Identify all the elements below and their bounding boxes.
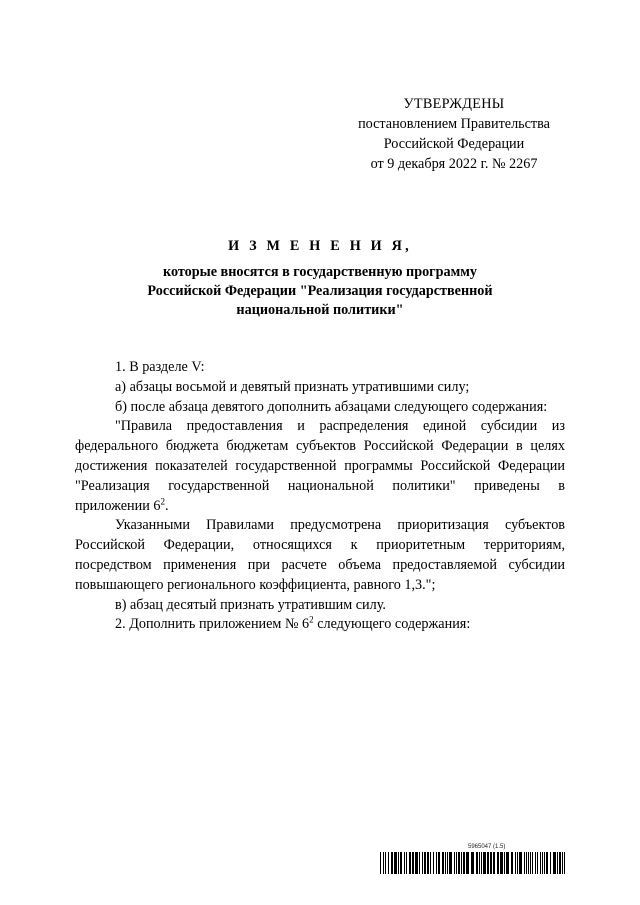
barcode-bar	[530, 852, 531, 874]
barcode-bar	[504, 852, 505, 874]
barcode-bar	[471, 852, 474, 874]
paragraph-2: а) абзацы восьмой и девятый признать утратившими силу;	[115, 378, 470, 395]
barcode-bar	[419, 852, 420, 874]
barcode-bar	[466, 852, 469, 874]
barcode-bar	[532, 852, 533, 874]
barcode-bar	[544, 852, 545, 874]
approval-heading: УТВЕРЖДЕНЫ	[403, 96, 505, 112]
paragraph-7-superscript: 2	[309, 614, 314, 625]
barcode-bar	[542, 852, 543, 874]
barcode-bar	[557, 852, 558, 874]
paragraph-4-text: "Правила предоставления и распределения единой субсидии из федерального бюджета бюджетам субъектов Российской Федерации в целях достижения показателей государственной программы Российской Федерации "Реализация государственной национальной политики" приведены в приложении 6	[75, 418, 565, 514]
document-subtitle	[110, 263, 530, 320]
barcode-bar	[380, 852, 381, 874]
barcode-bar	[517, 852, 518, 874]
approval-line-3: от 9 декабря 2022 г. № 2267	[370, 156, 538, 172]
barcode-bar	[388, 852, 389, 874]
barcode-bar	[546, 852, 548, 874]
barcode-bar	[483, 852, 486, 874]
barcode-bar	[463, 852, 465, 874]
barcode-bar	[454, 852, 455, 874]
barcode-bar	[559, 852, 561, 874]
barcode-bar	[409, 852, 411, 874]
barcode-bar	[458, 852, 460, 874]
subtitle-line-1: которые вносятся в государственную программу	[162, 264, 478, 280]
paragraph-4-superscript: 2	[160, 495, 165, 506]
paragraph-1: 1. В разделе V:	[115, 359, 205, 375]
barcode-bar	[391, 852, 393, 874]
barcode-bar	[487, 852, 489, 874]
subtitle-line-3: национальной политики"	[236, 302, 404, 318]
barcode-bar	[422, 852, 423, 874]
barcode-bar	[528, 852, 529, 874]
barcode-number: 5965047 (1.5)	[468, 844, 506, 850]
barcode-bar	[400, 852, 402, 874]
barcode-bar	[433, 852, 434, 874]
paragraph-4-end: .	[164, 497, 169, 514]
subtitle-line-2: Российской Федерации "Реализация государственной	[147, 283, 493, 299]
barcode-bar	[394, 852, 397, 874]
barcode-bar	[383, 852, 384, 874]
barcode-bar	[406, 852, 407, 874]
paragraph-3: б) после абзаца девятого дополнить абзацами следующего содержания:	[115, 398, 548, 415]
barcode-bar	[519, 852, 522, 874]
barcode-bar	[562, 852, 563, 874]
barcode-bar	[553, 852, 556, 874]
barcode-bar	[412, 852, 414, 874]
barcode-bar	[461, 852, 462, 874]
barcode-bar	[537, 852, 538, 874]
barcode-bar	[449, 852, 452, 874]
paragraph-7-text: 2. Дополнить приложением № 6	[115, 616, 310, 633]
paragraph-7	[75, 615, 565, 635]
barcode-bar	[511, 852, 513, 874]
barcode-bar	[447, 852, 448, 874]
barcode-bar	[430, 852, 431, 874]
barcode-bar	[438, 852, 440, 874]
approval-block	[338, 94, 570, 174]
approval-line-2: Российской Федерации	[383, 136, 525, 152]
document-body	[75, 358, 565, 635]
barcode-bar	[535, 852, 536, 874]
barcode-bar	[424, 852, 426, 874]
paragraph-7-end: следующего содержания:	[313, 616, 471, 633]
barcode-bar	[515, 852, 516, 874]
barcode	[380, 852, 566, 874]
barcode-bar	[404, 852, 405, 874]
barcode-bar	[524, 852, 525, 874]
barcode-bar	[490, 852, 492, 874]
barcode-bar	[445, 852, 446, 874]
paragraph-6: в) абзац десятый признать утратившим силу.	[115, 596, 386, 613]
barcode-bar	[550, 852, 551, 874]
approval-line-1: постановлением Правительства	[358, 116, 550, 132]
barcode-bar	[427, 852, 429, 874]
barcode-bar	[493, 852, 495, 874]
barcode-bar	[564, 852, 565, 874]
barcode-bar	[442, 852, 444, 874]
barcode-bar	[385, 852, 386, 874]
document-title: И З М Е Н Е Н И Я,	[228, 238, 412, 254]
paragraph-5: Указанными Правилами предусмотрена приоритизация субъектов Российской Федерации, относящихся к приоритетным территориям, посредством применения при расчете объема предоставляемой субсидии повышающего регионального коэффициента, равного 1,3.";	[75, 517, 565, 593]
barcode-bar	[506, 852, 509, 874]
barcode-bar	[497, 852, 499, 874]
paragraph-4	[75, 417, 565, 516]
barcode-bar	[415, 852, 418, 874]
barcode-bar	[481, 852, 482, 874]
barcode-bar	[526, 852, 527, 874]
barcode-bar	[540, 852, 541, 874]
barcode-bar	[398, 852, 399, 874]
barcode-bar	[476, 852, 478, 874]
barcode-bar	[456, 852, 457, 874]
barcode-bar	[500, 852, 503, 874]
barcode-bar	[479, 852, 480, 874]
barcode-bar	[436, 852, 437, 874]
